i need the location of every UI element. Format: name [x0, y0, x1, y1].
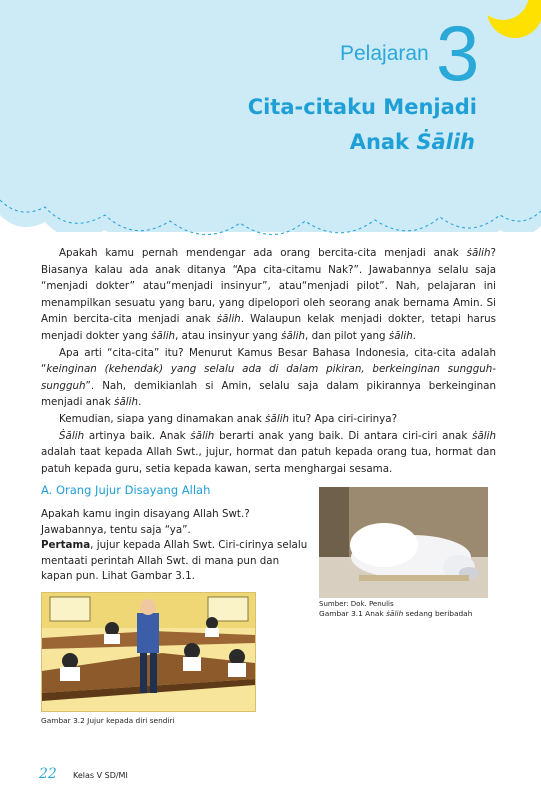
page-number: 22 — [39, 766, 57, 782]
paragraph-1: Apakah kamu pernah mendengar ada orang bercita-cita menjadi anak ṡālih? Biasanya kalau ada anak ditanya “Apa cita-citamu Nak?”. Jawabannya selalu saja “menjadi dokter” atau“menjadi insinyur”, atau“menjadi pilot”. Nah, pelajaran ini menampilkan sesuatu yang baru, yang dipelopori oleh seorang anak bernama Amin. Si Amin bercita-cita menjadi anak ṡālih. Walaupun kelak menjadi dokter, tetapi harus menjadi dokter yang ṡālih, atau insinyur yang ṡālih, dan pilot yang ṡālih. — [41, 247, 496, 342]
section-text — [41, 507, 311, 585]
book-label: Kelas V SD/MI — [73, 771, 128, 780]
intro-text — [41, 245, 496, 477]
section-heading: A. Orang Jujur Disayang Allah — [41, 483, 211, 497]
photo-child-praying — [319, 487, 488, 598]
title-italic: Ṡālih — [416, 130, 475, 154]
illustration-classroom — [41, 592, 256, 712]
lesson-number: 3 — [436, 9, 480, 97]
photo-source: Sumber: Dok. Penulis — [319, 600, 394, 608]
paragraph-3: Kemudian, siapa yang dinamakan anak ṡālih itu? Apa ciri-cirinya? — [59, 412, 398, 425]
section-line-3: Pertama, jujur kepada Allah Swt. Ciri-cirinya selalu mentaati perintah Allah Swt. di mana pun dan kapan pun. Lihat Gambar 3.1. — [41, 539, 308, 583]
section-line-2: Jawabannya, tentu saja “ya”. — [41, 523, 191, 536]
figure-3-2-caption: Gambar 3.2 Jujur kepada diri sendiri — [41, 716, 175, 725]
title-prefix: Anak — [349, 130, 417, 154]
section-line-1: Apakah kamu ingin disayang Allah Swt.? — [41, 508, 250, 520]
paragraph-2: Apa arti “cita-cita” itu? Menurut Kamus Besar Bahasa Indonesia, cita-cita adalah “keinginan (kehendak) yang selalu ada di dalam pikiran, berkeinginan sungguh-sungguh”. Nah, demikianlah si Amin, selalu saja dalam pikirannya berkeinginan menjadi anak ṡālih. — [41, 346, 496, 409]
page-title-line2 — [350, 130, 475, 154]
page-title-line1: Cita-citaku Menjadi — [247, 95, 477, 119]
paragraph-4: Ṡālih artinya baik. Anak ṡālih berarti anak yang baik. Di antara ciri-ciri anak ṡālih adalah taat kepada Allah Swt., jujur, hormat dan patuh kepada orang tua, hormat dan patuh kepada guru, setia kepada kawan, serta menghargai sesama. — [41, 429, 497, 475]
lesson-label: Pelajaran — [340, 42, 429, 65]
figure-3-1-caption: Gambar 3.1 Anak ṡālih sedang beribadah — [319, 609, 473, 618]
lesson-header — [0, 0, 541, 270]
